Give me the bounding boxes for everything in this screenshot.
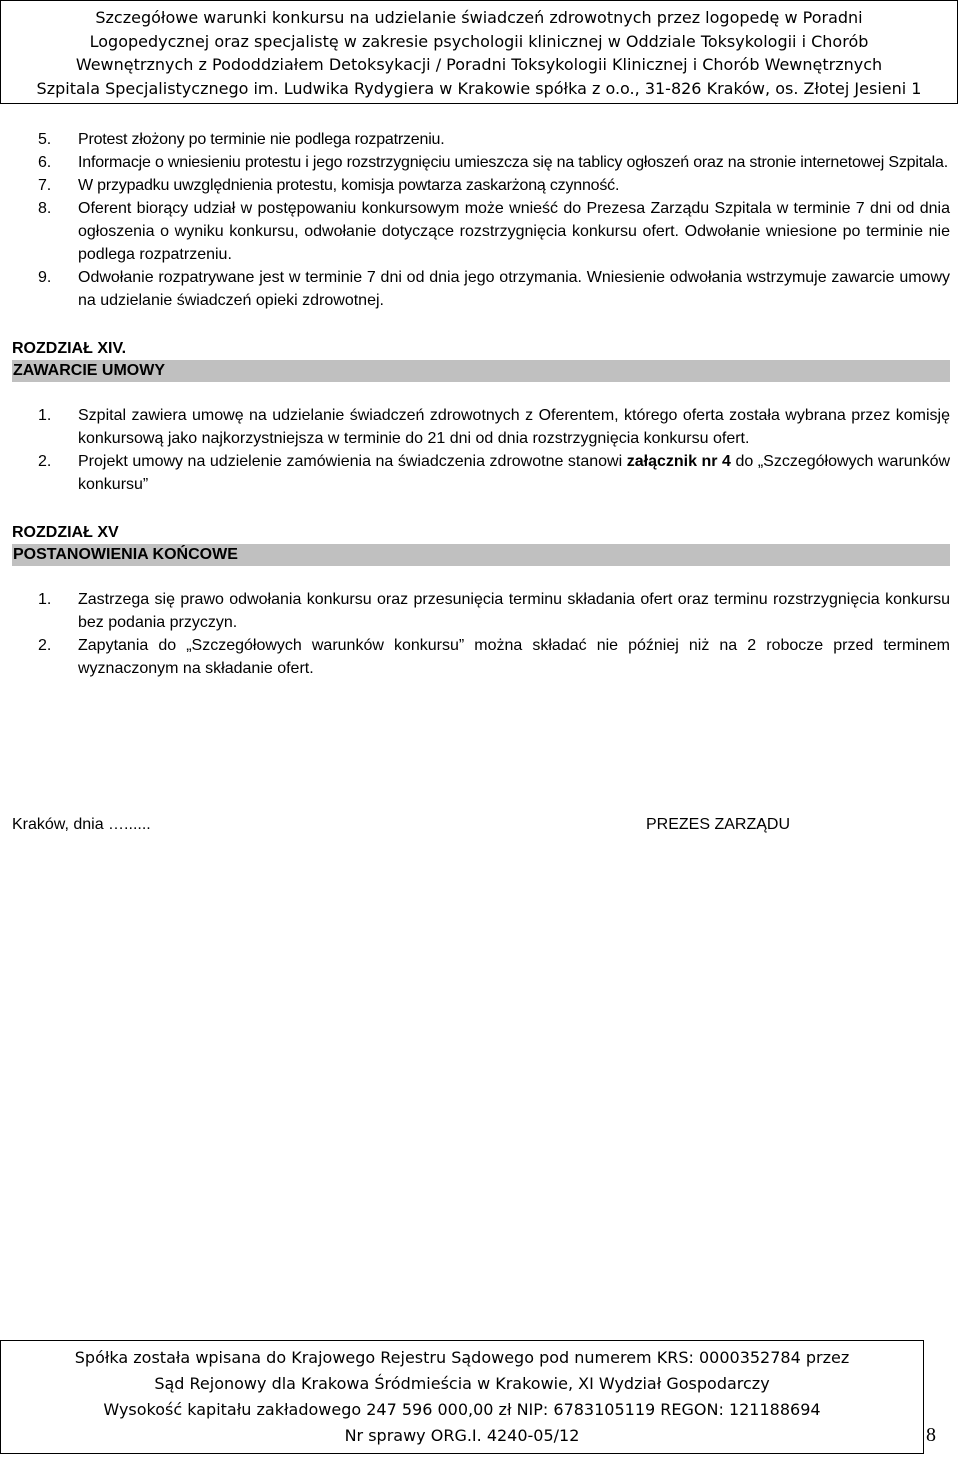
list-item: [12, 404, 950, 450]
place-date: Kraków, dnia …......: [12, 816, 151, 833]
list-item: [12, 634, 950, 680]
footer-line: Nr sprawy ORG.I. 4240-05/12: [344, 1426, 580, 1445]
item-text: Odwołanie rozpatrywane jest w terminie 7 dni od dnia jego otrzymania. Wniesienie odwołania wstrzymuje zawarcie umowy na udzielanie świadczeń opieki zdrowotnej.: [78, 269, 950, 309]
item-number: 2.: [38, 453, 52, 470]
attachment-reference: załącznik nr 4: [626, 453, 731, 470]
list-item: [12, 450, 950, 496]
chapter-label: ROZDZIAŁ XIV.: [12, 340, 127, 357]
item-text-post: do „Szczegółowych warunków konkursu”: [78, 453, 951, 493]
item-number: 1.: [38, 407, 52, 424]
list-item: [12, 266, 950, 312]
item-text: Szpital zawiera umowę na udzielanie świadczeń zdrowotnych z Oferentem, którego oferta została wybrana przez komisję konkursową jako najkorzystniejsza w terminie do 21 dni od dnia rozstrzygnięcia konkursu ofert.: [78, 407, 950, 447]
document-footer: [0, 1340, 924, 1454]
item-number: 9.: [38, 269, 52, 286]
item-text: W przypadku uwzględnienia protestu, komisja powtarza zaskarżoną czynność.: [78, 177, 620, 194]
chapter-label: ROZDZIAŁ XV: [12, 524, 119, 541]
item-text: Protest złożony po terminie nie podlega rozpatrzeniu.: [78, 131, 445, 148]
footer-line: Spółka została wpisana do Krajowego Rejestru Sądowego pod numerem KRS: 0000352784 przez: [74, 1348, 850, 1367]
document-body: [12, 128, 950, 680]
list-item: [12, 151, 950, 174]
chapter-title: ZAWARCIE UMOWY: [12, 360, 950, 382]
protest-list: [12, 128, 950, 312]
item-number: 7.: [38, 177, 51, 194]
chapter-title: POSTANOWIENIA KOŃCOWE: [12, 544, 950, 566]
header-line: Wewnętrznych z Pododdziałem Detoksykacji / Poradni Toksykologii Klinicznej i Chorób Wewnętrznych: [75, 55, 883, 74]
document-header: [0, 0, 958, 104]
item-text: Informacje o wniesieniu protestu i jego rozstrzygnięciu umieszcza się na tablicy ogłoszeń oraz na stronie internetowej Szpitala.: [78, 154, 948, 171]
list-item: [12, 174, 950, 197]
item-text: Zastrzega się prawo odwołania konkursu oraz przesunięcia terminu składania ofert oraz terminu rozstrzygnięcia konkursu bez podania przyczyn.: [78, 591, 950, 631]
final-provisions-list: [12, 588, 950, 680]
header-line: Szczegółowe warunki konkursu na udzielanie świadczeń zdrowotnych przez logopedę w Poradni: [95, 8, 863, 27]
president-signature: PREZES ZARZĄDU: [646, 816, 791, 833]
header-line: Logopedycznej oraz specjalistę w zakresie psychologii klinicznej w Oddziale Toksykologii i Chorób: [89, 31, 869, 51]
footer-line: Sąd Rejonowy dla Krakowa Śródmieścia w Krakowie, XI Wydział Gospodarczy: [154, 1374, 770, 1393]
list-item: [12, 197, 950, 266]
item-number: 5.: [38, 131, 51, 148]
item-text: Zapytania do „Szczegółowych warunków konkursu” można składać nie później niż na 2 robocze przed terminem wyznaczonym na składanie ofert.: [78, 637, 950, 677]
list-item: [12, 588, 950, 634]
item-text-pre: Projekt umowy na udzielenie zamówienia na świadczenia zdrowotne stanowi: [78, 453, 627, 470]
list-item: [12, 128, 950, 151]
contract-list: [12, 404, 950, 496]
item-number: 1.: [38, 591, 52, 608]
header-line: Szpitala Specjalistycznego im. Ludwika Rydygiera w Krakowie spółka z o.o., 31-826 Kraków, os. Złotej Jesieni 1: [36, 78, 922, 98]
item-number: 6.: [38, 154, 51, 171]
item-text: Oferent biorący udział w postępowaniu konkursowym może wnieść do Prezesa Zarządu Szpitala w terminie 7 dni od dnia ogłoszenia o wyniku konkursu, odwołanie dotyczące rozstrzygnięcia konkursu ofert. Odwołanie wniesione po terminie nie podlega rozpatrzeniu.: [78, 200, 950, 263]
item-number: 8.: [38, 200, 52, 217]
item-number: 2.: [38, 637, 52, 654]
page-number: 8: [926, 1424, 936, 1446]
footer-line: Wysokość kapitału zakładowego 247 596 000,00 zł NIP: 6783105119 REGON: 121188694: [103, 1400, 821, 1419]
